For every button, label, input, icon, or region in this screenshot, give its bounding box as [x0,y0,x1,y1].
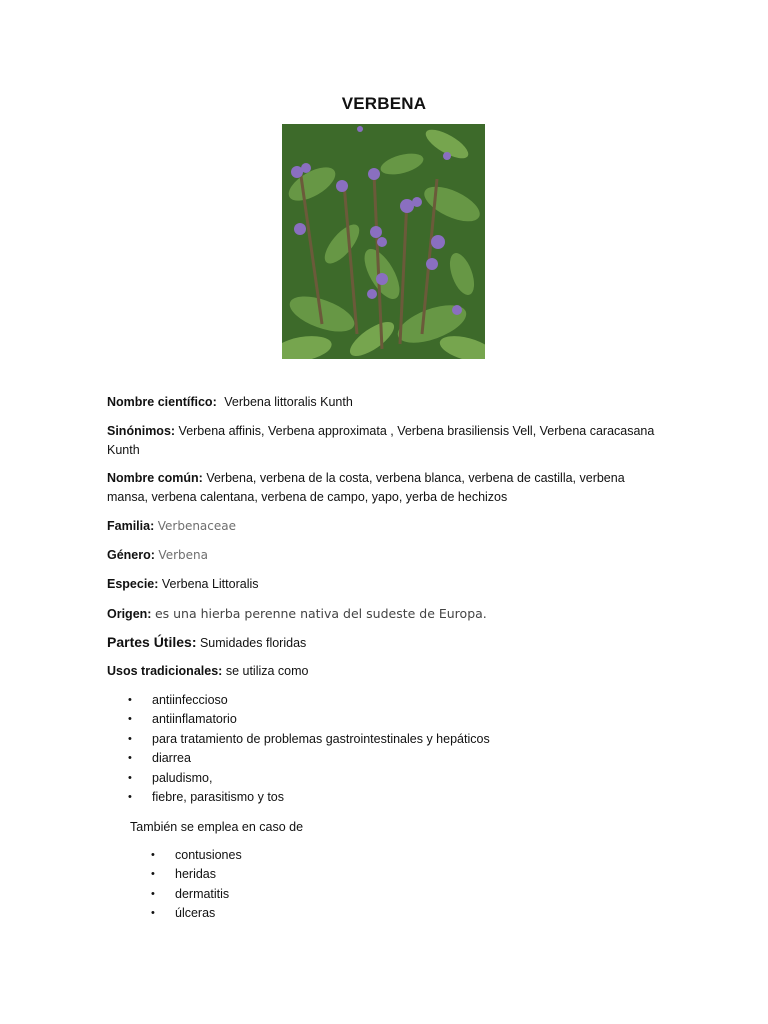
list-item-text: para tratamiento de problemas gastrointestinales y hepáticos [152,731,490,746]
also-used-intro: También se emplea en caso de [130,820,304,834]
list-item-text: contusiones [175,848,242,862]
field-value: Verbena Littoralis [161,577,259,591]
bullet-icon: • [151,907,155,920]
page-title: VERBENA [341,94,427,113]
field-label: Usos tradicionales: [107,664,223,678]
field-label: Especie: [107,577,159,591]
list-item-text: antiinfeccioso [152,693,228,707]
verbena-plant-photo [282,124,485,359]
field-label: Sinónimos: [107,424,176,438]
field-label: Nombre común: [107,471,203,485]
list-item-text: úlceras [175,906,216,921]
bullet-icon: • [128,752,132,765]
field-common-name [107,469,667,507]
field-synonyms [107,422,667,460]
bullet-icon: • [151,849,155,861]
field-value: Verbena [158,548,208,562]
bullet-icon: • [128,713,132,726]
field-traditional-uses [107,662,667,681]
list-item-text: heridas [175,867,216,882]
field-value: es una hierba perenne nativa del sudeste de Europa. [154,606,487,621]
field-value: Verbena affinis, Verbena approximata , Verbena brasiliensis Vell, Verbena caracasana Kunth [107,424,655,457]
field-useful-parts [107,633,667,653]
field-value: Sumidades floridas [199,636,307,650]
field-genus [107,546,667,565]
bullet-icon: • [128,790,132,803]
field-species [107,575,667,594]
bullet-icon: • [128,732,132,745]
field-label: Familia: [107,519,155,533]
field-label: Nombre científico: [107,395,217,409]
bullet-icon: • [128,771,132,784]
field-scientific-name [107,393,667,412]
list-item-text: antiinflamatorio [152,712,237,727]
field-value: Verbena, verbena de la costa, verbena blanca, verbena de castilla, verbena mansa, verbena calentana, verbena de campo, yapo, yerba de hechizos [107,471,625,504]
field-value: Verbena littoralis Kunth [224,395,353,409]
field-family [107,517,667,536]
list-item-text: diarrea [152,751,191,766]
bullet-icon: • [151,887,155,900]
list-item-text: paludismo, [152,770,213,785]
field-label: Partes Útiles: [107,634,197,650]
field-label: Género: [107,548,155,562]
field-value: Verbenaceae [157,519,237,533]
list-item-text: fiebre, parasitismo y tos [152,789,284,804]
field-value: se utiliza como [225,664,309,678]
field-label: Origen: [107,607,152,621]
list-item-text: dermatitis [175,886,230,901]
field-origin [107,604,667,624]
bullet-icon: • [128,694,132,706]
bullet-icon: • [151,868,155,881]
